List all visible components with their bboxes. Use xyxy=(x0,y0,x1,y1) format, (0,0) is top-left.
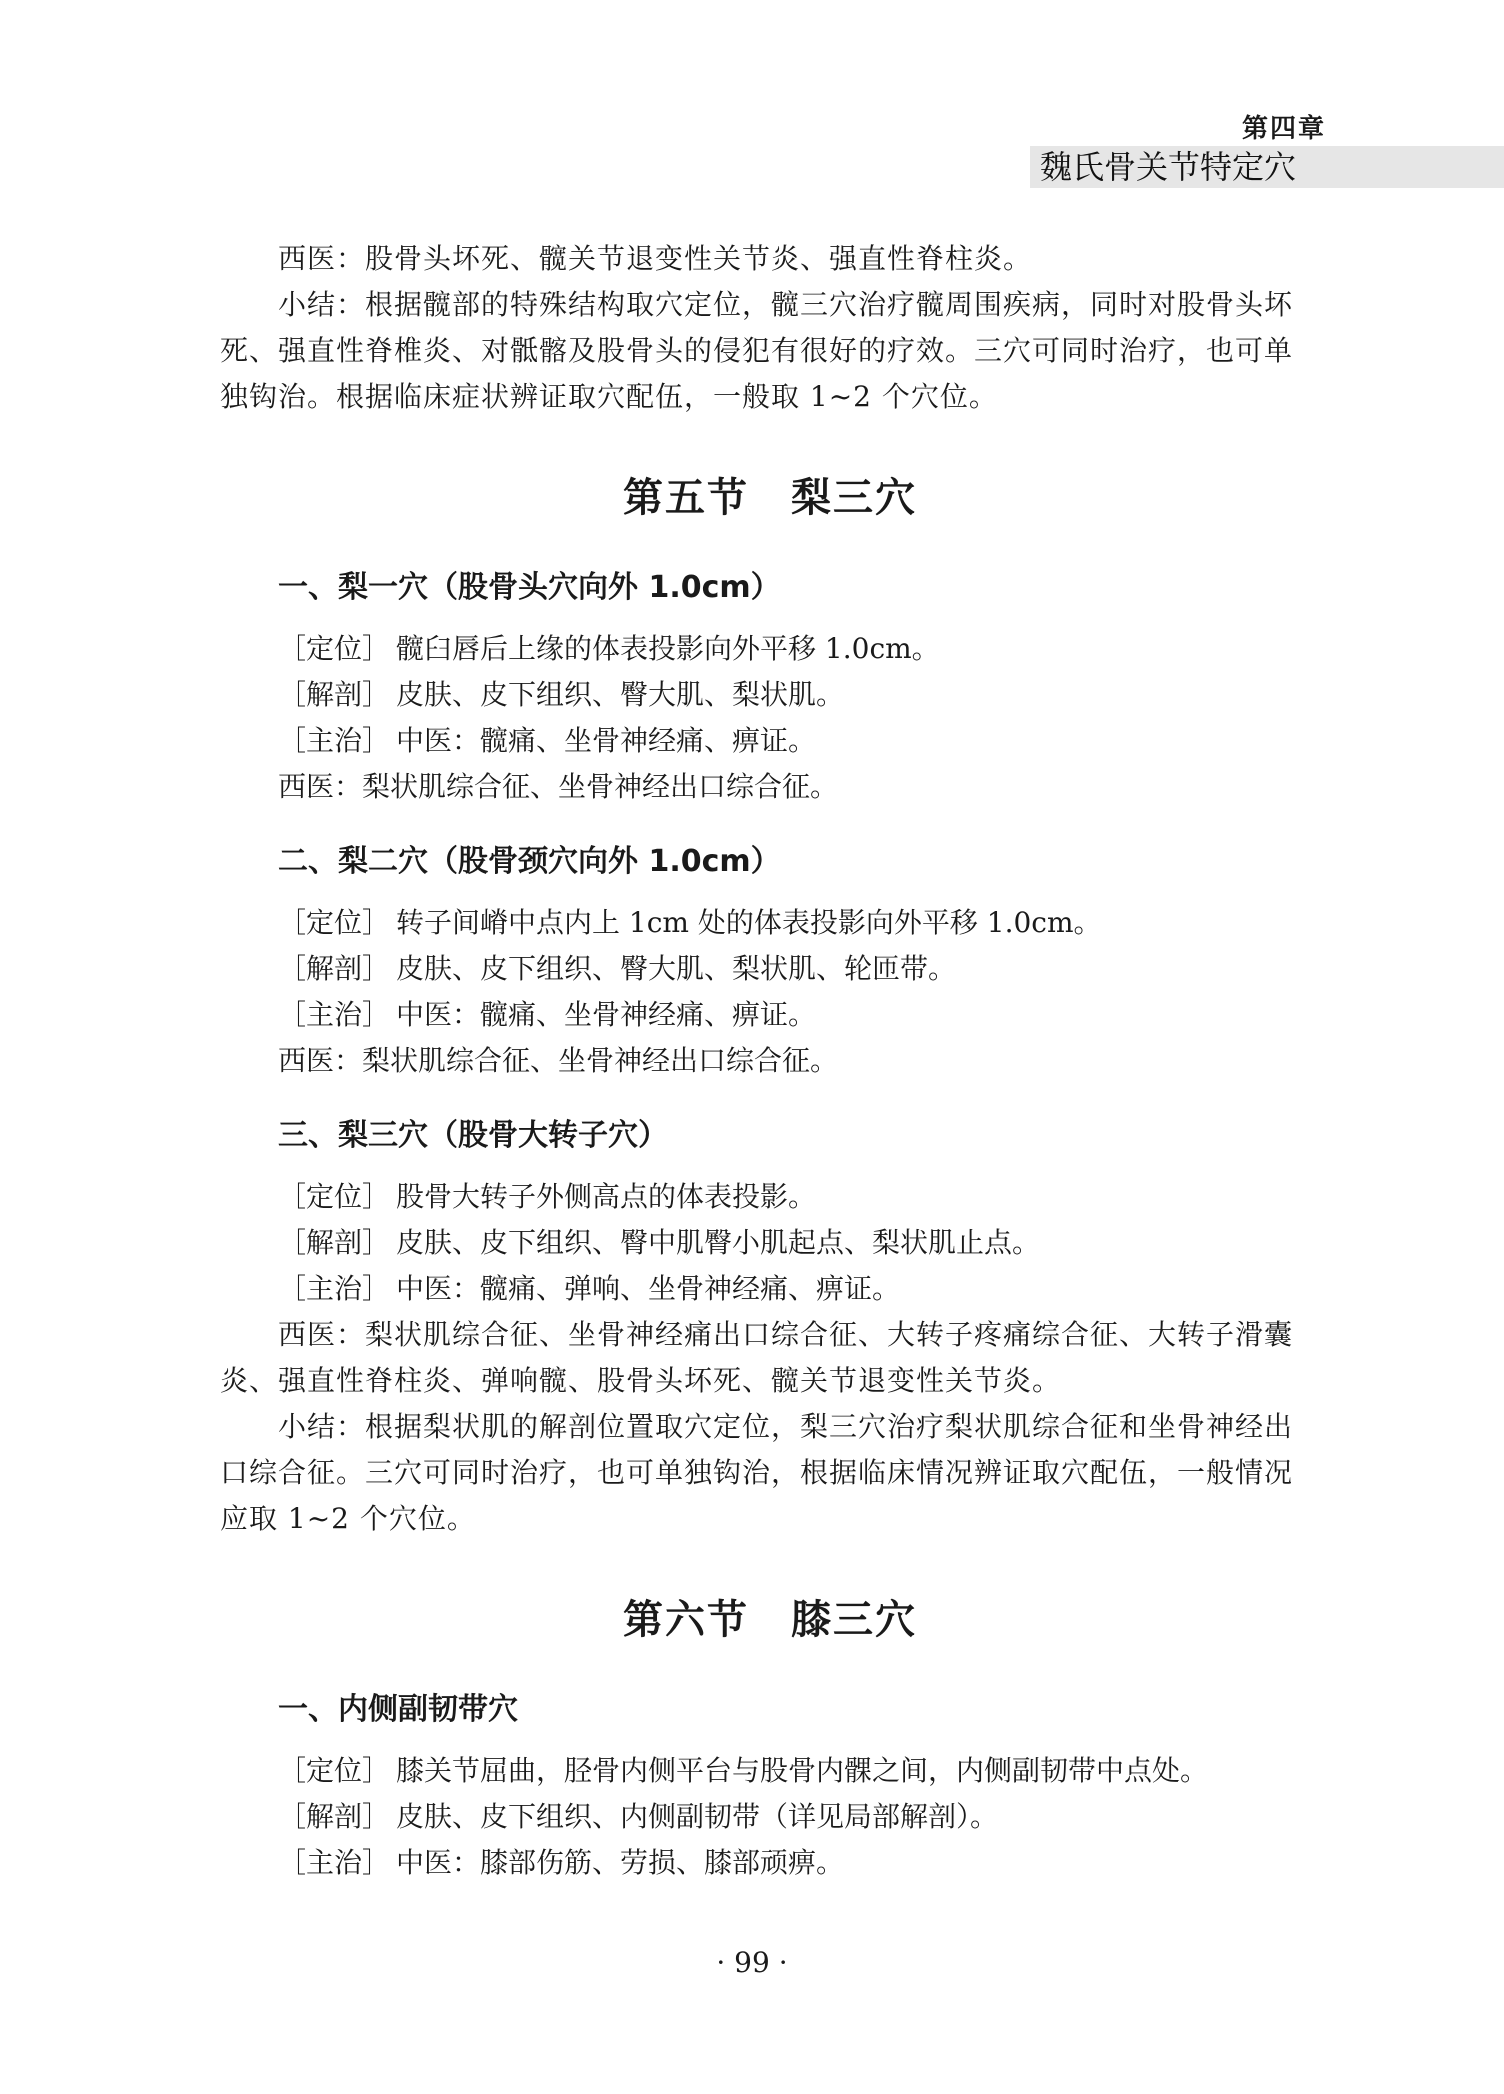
anatomy-label: ［解剖］ xyxy=(278,678,391,711)
item-2-anatomy xyxy=(278,946,1320,992)
indication-label: ［主治］ xyxy=(278,724,391,757)
location-text: 髋臼唇后上缘的体表投影向外平移 1.0cm。 xyxy=(396,632,940,665)
item-2-title: 二、梨二穴（股骨颈穴向外 1.0cm） xyxy=(278,844,781,879)
indication-label: ［主治］ xyxy=(278,1846,391,1879)
item-3-western-line-2: 炎、强直性脊柱炎、弹响髋、股骨头坏死、髋关节退变性关节炎。 xyxy=(220,1364,1062,1397)
location-text: 股骨大转子外侧高点的体表投影。 xyxy=(396,1180,817,1213)
item-1-western: 西医：梨状肌综合征、坐骨神经出口综合征。 xyxy=(278,770,839,803)
chapter-label: 第四章 xyxy=(1241,114,1326,144)
item-3-location xyxy=(278,1174,1320,1220)
knee-item-1-indication xyxy=(278,1840,1320,1886)
knee-item-1-title: 一、内侧副韧带穴 xyxy=(278,1692,518,1727)
indication-text: 中医：髋痛、坐骨神经痛、痹证。 xyxy=(396,998,817,1031)
knee-item-1-anatomy xyxy=(278,1794,1320,1840)
location-text: 转子间嵴中点内上 1cm 处的体表投影向外平移 1.0cm。 xyxy=(396,906,1102,939)
anatomy-label: ［解剖］ xyxy=(278,952,391,985)
item-1-indication xyxy=(278,718,1320,764)
anatomy-text: 皮肤、皮下组织、内侧副韧带（详见局部解剖）。 xyxy=(396,1800,999,1833)
anatomy-text: 皮肤、皮下组织、臀大肌、梨状肌。 xyxy=(396,678,845,711)
item-1-anatomy xyxy=(278,672,1320,718)
anatomy-text: 皮肤、皮下组织、臀中肌臀小肌起点、梨状肌止点。 xyxy=(396,1226,1041,1259)
running-header xyxy=(0,0,1504,200)
item-3-indication xyxy=(278,1266,1320,1312)
indication-label: ［主治］ xyxy=(278,998,391,1031)
item-3-western-line-1: 西医：梨状肌综合征、坐骨神经痛出口综合征、大转子疼痛综合征、大转子滑囊 xyxy=(278,1318,1294,1351)
location-label: ［定位］ xyxy=(278,1180,391,1213)
location-label: ［定位］ xyxy=(278,632,391,665)
knee-item-1-location xyxy=(278,1748,1320,1794)
chapter-title: 魏氏骨关节特定穴 xyxy=(1040,148,1297,186)
location-label: ［定位］ xyxy=(278,1754,391,1787)
section-5-summary-line-2: 口综合征。三穴可同时治疗，也可单独钩治，根据临床情况辨证取穴配伍，一般情况 xyxy=(220,1456,1294,1489)
intro-summary-line-3: 独钩治。根据临床症状辨证取穴配伍，一般取 1~2 个穴位。 xyxy=(220,380,998,413)
anatomy-label: ［解剖］ xyxy=(278,1226,391,1259)
section-6-title: 第六节 膝三穴 xyxy=(623,1597,917,1643)
location-label: ［定位］ xyxy=(278,906,391,939)
section-5-title: 第五节 梨三穴 xyxy=(623,475,917,521)
page-number: · 99 · xyxy=(716,1946,788,1979)
anatomy-text: 皮肤、皮下组织、臀大肌、梨状肌、轮匝带。 xyxy=(396,952,957,985)
location-text: 膝关节屈曲，胫骨内侧平台与股骨内髁之间，内侧副韧带中点处。 xyxy=(396,1754,1209,1787)
item-2-western: 西医：梨状肌综合征、坐骨神经出口综合征。 xyxy=(278,1044,839,1077)
intro-summary-line-1: 小结：根据髋部的特殊结构取穴定位，髋三穴治疗髋周围疾病，同时对股骨头坏 xyxy=(278,288,1294,321)
intro-paragraph-1: 西医：股骨头坏死、髋关节退变性关节炎、强直性脊柱炎。 xyxy=(278,242,1033,275)
section-5-summary-line-3: 应取 1~2 个穴位。 xyxy=(220,1502,476,1535)
indication-text: 中医：髋痛、坐骨神经痛、痹证。 xyxy=(396,724,817,757)
item-3-title: 三、梨三穴（股骨大转子穴） xyxy=(278,1118,668,1153)
intro-summary-line-2: 死、强直性脊椎炎、对骶髂及股骨头的侵犯有很好的疗效。三穴可同时治疗，也可单 xyxy=(220,334,1294,367)
indication-text: 中医：膝部伤筋、劳损、膝部顽痹。 xyxy=(396,1846,845,1879)
indication-label: ［主治］ xyxy=(278,1272,391,1305)
item-2-location xyxy=(278,900,1320,946)
item-1-location xyxy=(278,626,1320,672)
item-3-anatomy xyxy=(278,1220,1320,1266)
item-1-title: 一、梨一穴（股骨头穴向外 1.0cm） xyxy=(278,570,781,605)
anatomy-label: ［解剖］ xyxy=(278,1800,391,1833)
section-5-summary-line-1: 小结：根据梨状肌的解剖位置取穴定位，梨三穴治疗梨状肌综合征和坐骨神经出 xyxy=(278,1410,1294,1443)
item-2-indication xyxy=(278,992,1320,1038)
indication-text: 中医：髋痛、弹响、坐骨神经痛、痹证。 xyxy=(396,1272,901,1305)
